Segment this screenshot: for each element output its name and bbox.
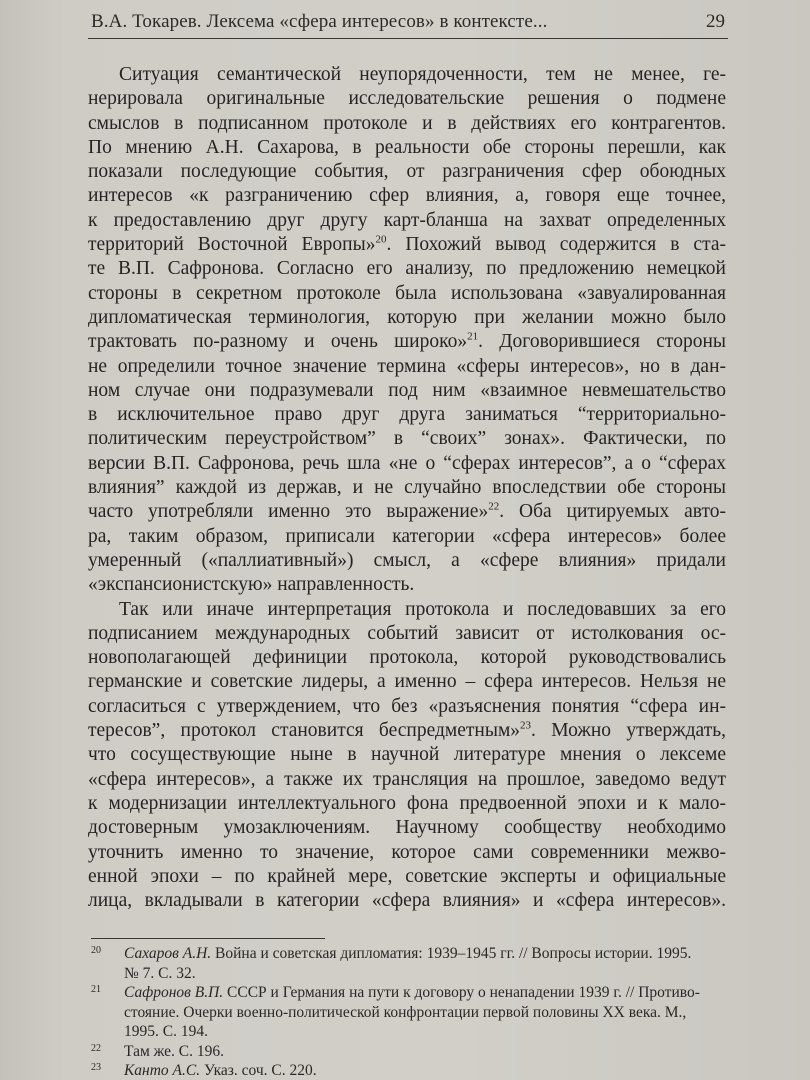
text-line: лица, вкладывали в категории «сфера влияния» и «сфера интересов». [88, 890, 726, 912]
text-line: версии В.П. Сафронова, речь шла «не о “сферах интересов”, а о “сферах [88, 452, 726, 474]
footnote-author: Сафронов В.П. [124, 984, 224, 1001]
text-line: к предоставлению друг другу карт-бланша на захват определенных [88, 209, 726, 231]
text-line: Ситуация семантической неупорядоченности, тем не менее, ге- [119, 64, 726, 85]
footnotes [91, 944, 731, 1080]
text-line: германские и советские лидеры, а именно – сфера интересов. Нельзя не [88, 671, 726, 693]
footnote-number: 22 [91, 1042, 101, 1054]
footnote-line: № 7. С. 32. [124, 964, 196, 982]
footnote-20 [91, 944, 731, 983]
text-line: нерировала оригинальные исследовательские решения о подмене [88, 88, 726, 110]
text-line: интересов «к разграничению сфер влияния, а, говоря еще точнее, [88, 185, 726, 207]
footnote-ref: 20 [375, 233, 387, 246]
footnote-ref: 23 [520, 719, 532, 732]
running-header [91, 8, 725, 38]
text-fragment: . Похожий вывод содержится в ста- [386, 234, 726, 256]
text-fragment: тересов”, протокол становится беспредметным» [88, 720, 521, 742]
text-fragment: трактовать по-разному и очень широко» [88, 331, 468, 353]
text-line: политическим переустройством” в “своих” зонах». Фактически, по [88, 428, 726, 450]
text-line: согласиться с утверждением, что без «разъяснения понятия “сфера ин- [88, 695, 726, 717]
text-line: те В.П. Сафронова. Согласно его анализу, по предложению немецкой [88, 258, 726, 280]
footnote-number: 23 [91, 1062, 101, 1073]
text-line: Так или иначе интерпретация протокола и последовавших за его [119, 598, 726, 620]
footnote-text: Указ. соч. С. 220. [200, 1062, 317, 1079]
footnote-rule [91, 938, 325, 939]
footnote-author: Канто А.С. [124, 1062, 201, 1079]
text-fragment: . Можно утверждать, [531, 720, 726, 742]
footnote-number: 21 [91, 984, 101, 995]
footnote-22 [91, 1042, 731, 1062]
text-line: ра, таким образом, приписали категории «сфера интересов» более [88, 525, 726, 547]
text-line: стороны в секретном протоколе была использована «завуалированная [88, 282, 726, 304]
footnote-text: Война и советская дипломатия: 1939–1945 гг. // Вопросы истории. 1995. [211, 945, 692, 962]
paragraph-1 [88, 63, 726, 598]
text-line: дипломатическая терминология, которую при желании можно было [88, 306, 726, 328]
text-line: новополагающей дефиниции протокола, которой руководствовались [88, 647, 726, 669]
text-line: не определили точное значение термина «сферы интересов», но в дан- [88, 355, 726, 377]
text-line [88, 500, 726, 524]
footnote-ref: 21 [467, 330, 479, 343]
text-line: достоверным умозаключениям. Научному сообществу необходимо [88, 817, 726, 839]
paragraph-2 [88, 598, 726, 914]
text-line: что сосуществующие ныне в научной литературе мнения о лексеме [88, 744, 726, 766]
text-fragment: часто употребляли именно это выражение» [88, 501, 489, 523]
text-line: подписанием международных событий зависит от истолкования ос- [88, 622, 726, 644]
header-rule [88, 38, 728, 39]
text-line: уточнить именно то значение, которое сами современники межво- [88, 841, 726, 863]
footnote-ref: 22 [488, 500, 500, 513]
text-line: в исключительное право друг друга заниматься “территориально- [88, 404, 726, 426]
text-line [88, 330, 726, 354]
footnote-23 [91, 1061, 731, 1080]
text-line: к модернизации интеллектуального фона предвоенной эпохи и к мало- [88, 792, 726, 814]
text-fragment: . Договорившиеся стороны [478, 331, 726, 353]
footnote-line: 1995. С. 194. [124, 1023, 208, 1040]
footnote-21 [91, 983, 731, 1042]
text-line: влияния” каждой из держав, и не случайно впоследствии обе стороны [88, 477, 726, 499]
footnote-line: Там же. С. 196. [124, 1042, 224, 1060]
text-line: «экспансионистскую» направленность. [88, 574, 415, 596]
text-line: «сфера интересов», а также их трансляция на прошлое, заведомо ведут [88, 768, 726, 790]
text-line: По мнению А.Н. Сахарова, в реальности обе стороны перешли, как [88, 136, 726, 158]
text-line [88, 233, 726, 257]
text-line: енной эпохи – по крайней мере, советские эксперты и официальные [88, 865, 726, 887]
footnote-author: Сахаров А.Н. [124, 945, 212, 962]
footnote-line [124, 1061, 731, 1080]
text-line: ном случае они подразумевали под ним «взаимное невмешательство [88, 379, 726, 401]
text-fragment: территорий Восточной Европы» [88, 234, 376, 256]
text-line: смыслов в подписанном протоколе и в действиях его контрагентов. [88, 112, 726, 134]
footnote-number: 20 [91, 945, 101, 956]
text-line: умеренный («паллиативный») смысл, а «сфере влияния» придали [88, 549, 726, 571]
page-number: 29 [706, 11, 725, 32]
main-text [88, 63, 726, 913]
footnote-line [124, 944, 731, 964]
text-fragment: . Оба цитируемых авто- [499, 501, 726, 523]
footnote-line: стояние. Очерки военно-политической конфронтации первой половины XX века. М., [124, 1003, 687, 1021]
running-header-title: В.А. Токарев. Лексема «сфера интересов» в контексте... [91, 11, 548, 32]
text-line: показали последующие события, от разграничения сфер обоюдных [88, 161, 726, 183]
footnote-text: СССР и Германия на пути к договору о ненападении 1939 г. // Противо- [223, 984, 700, 1001]
footnote-line [124, 983, 731, 1003]
text-line [88, 719, 726, 743]
